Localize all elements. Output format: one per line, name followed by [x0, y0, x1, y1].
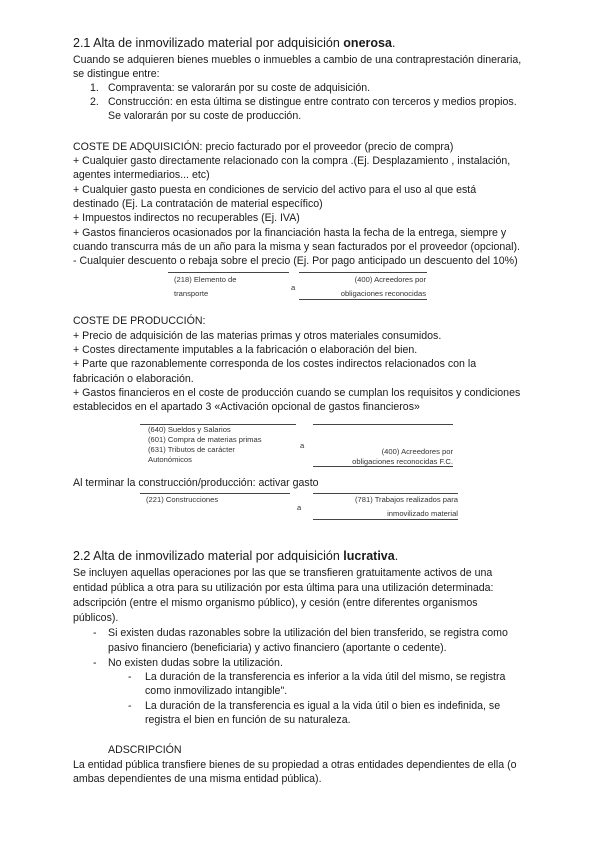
- journal-a: a: [291, 283, 296, 292]
- bullet-mark: -: [93, 627, 97, 639]
- journal-credit-account: (781) Trabajos realizados para: [355, 495, 458, 504]
- list-number: 2.: [90, 96, 99, 108]
- heading-suffix: .: [391, 36, 396, 50]
- text-line: + Impuestos indirectos no recuperables (Ej. IVA): [73, 212, 300, 224]
- journal-credit-account: inmovilizado material: [387, 509, 458, 518]
- journal-debit-account: Autonómicos: [148, 455, 192, 464]
- journal-credit-account: (400) Acreedores por: [354, 275, 426, 284]
- text-line: - Cualquier descuento o rebaja sobre el precio (Ej. Por pago anticipado un descuento del 10%): [73, 255, 518, 267]
- coste-produccion-title: COSTE DE PRODUCCIÓN:: [73, 315, 206, 327]
- heading-bold-word: lucrativa: [343, 549, 395, 563]
- list-number: 1.: [90, 82, 99, 94]
- journal-debit-account: (221) Construcciones: [146, 495, 219, 504]
- final-note: Al terminar la construcción/producción: activar gasto: [73, 477, 319, 489]
- sub-bullet-item: La duración de la transferencia es igual a la vida útil o bien es indefinida, se: [145, 700, 501, 712]
- sub-bullet-mark: -: [128, 700, 132, 712]
- journal-credit-account: (400) Acreedores por: [381, 447, 453, 456]
- bullet-item: Si existen dudas razonables sobre la utilización del bien transferido, se registra como: [108, 627, 508, 639]
- journal-a: a: [300, 441, 305, 450]
- bullet-item: No existen dudas sobre la utilización.: [108, 657, 283, 669]
- text-line: + Cualquier gasto puesta en condiciones de servicio del activo para el uso al que está: [73, 184, 477, 196]
- sub-bullet-mark: -: [128, 671, 132, 683]
- journal-bottom-line: [313, 466, 453, 467]
- heading-suffix: .: [394, 549, 399, 563]
- text-line: agentes intermediarios... etc): [73, 169, 210, 181]
- list-item: Se valorarán por su coste de producción.: [108, 110, 302, 122]
- text-line: + Parte que razonablemente corresponda de los costes indirectos relacionados con la: [73, 358, 477, 370]
- journal-top-line: [168, 272, 289, 273]
- journal-top-line: [299, 272, 427, 273]
- text-line: La entidad pública transfiere bienes de su propiedad a otras entidades dependientes de ella (o: [73, 759, 517, 771]
- journal-top-line: [140, 493, 290, 494]
- text-line: establecidos en el apartado 3 «Activación opcional de gastos financieros»: [73, 401, 420, 413]
- intro-line: se distingue entre:: [73, 68, 160, 80]
- text-line: + Precio de adquisición de las materias primas y otros materiales consumidos.: [73, 330, 442, 342]
- heading-text: 2.2 Alta de inmovilizado material por adquisición: [73, 549, 344, 563]
- sub-bullet-item: como inmovilizado intangible".: [145, 685, 288, 697]
- text-line: cuando transcurra más de un año para la misma y sean facturados por el proveedor (opcional).: [73, 241, 520, 253]
- journal-debit-account: (218) Elemento de: [174, 275, 237, 284]
- text-line: ambas dependientes de una misma entidad pública).: [73, 773, 322, 785]
- intro-line: adscripción (entre el mismo organismo público), y cesión (entre diferentes organismos: [73, 597, 478, 609]
- coste-adquisicion-title: COSTE DE ADQUISICIÓN: precio facturado por el proveedor (precio de compra): [73, 141, 454, 153]
- journal-top-line: [313, 493, 458, 494]
- text-line: + Gastos financieros en el coste de producción cuando se cumplan los requisitos y condiciones: [73, 387, 521, 399]
- journal-a: a: [297, 503, 302, 512]
- section-2-heading: [73, 549, 398, 563]
- journal-top-line: [313, 424, 453, 425]
- bullet-mark: -: [93, 657, 97, 669]
- section-1-heading: [73, 36, 395, 50]
- journal-bottom-line: [313, 519, 458, 520]
- text-line: + Cualquier gasto directamente relacionado con la compra .(Ej. Desplazamiento , instalación,: [73, 155, 511, 167]
- text-line: fabricación o elaboración.: [73, 373, 194, 385]
- text-line: + Costes directamente imputables a la fabricación o elaboración del bien.: [73, 344, 418, 356]
- journal-debit-account: transporte: [174, 289, 209, 298]
- heading-bold-word: onerosa: [343, 36, 392, 50]
- journal-debit-account: (631) Tributos de carácter: [148, 445, 235, 454]
- adscripcion-title: ADSCRIPCIÓN: [108, 744, 182, 756]
- bullet-item: pasivo financiero (beneficiaria) y activo financiero (aportante o cedente).: [108, 642, 447, 654]
- intro-line: públicos).: [73, 612, 119, 624]
- journal-debit-account: (640) Sueldos y Salarios: [148, 425, 231, 434]
- sub-bullet-item: La duración de la transferencia es inferior a la vida útil del mismo, se registra: [145, 671, 506, 683]
- heading-text: 2.1 Alta de inmovilizado material por adquisición: [73, 36, 344, 50]
- journal-credit-account: obligaciones reconocidas: [340, 289, 426, 298]
- text-line: + Gastos financieros ocasionados por la financiación hasta la fecha de la entrega, siempre y: [73, 227, 507, 239]
- journal-credit-account: obligaciones reconocidas F.C.: [352, 457, 453, 466]
- journal-debit-account: (601) Compra de materias primas: [148, 435, 262, 444]
- list-item: Construcción: en esta última se distingue entre contrato con terceros y medios propios.: [108, 96, 517, 108]
- journal-bottom-line: [299, 299, 427, 300]
- text-line: destinado (Ej. La contratación de material específico): [73, 198, 323, 210]
- intro-line: Se incluyen aquellas operaciones por las que se transfieren gratuitamente activos de una: [73, 567, 493, 579]
- intro-line: entidad pública a otra para su utilización por esta última para una utilización determinada:: [73, 582, 494, 594]
- sub-bullet-item: registra el bien en función de su naturaleza.: [145, 714, 351, 726]
- intro-line: Cuando se adquieren bienes muebles o inmuebles a cambio de una contraprestación dineraria,: [73, 54, 522, 66]
- list-item: Compraventa: se valorarán por su coste de adquisición.: [108, 82, 371, 94]
